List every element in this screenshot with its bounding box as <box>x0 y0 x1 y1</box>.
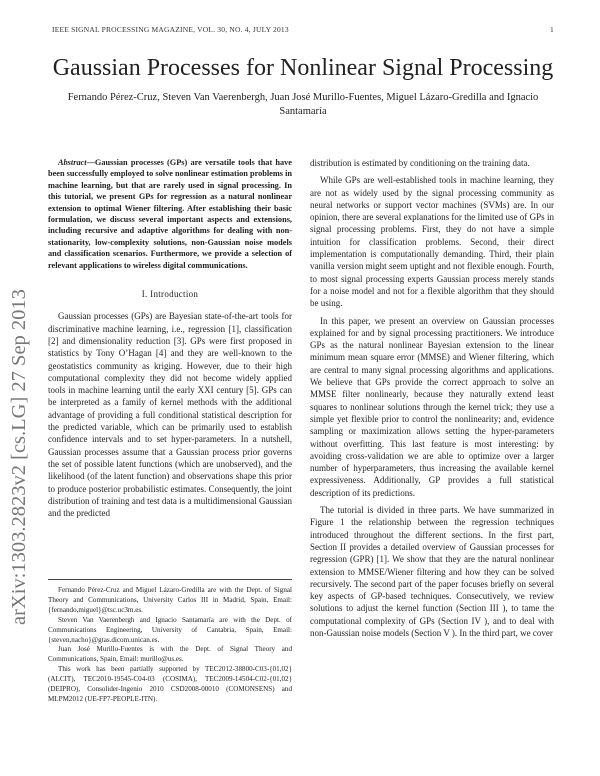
author-list: Fernando Pérez-Cruz, Steven Van Vaerenbergh, Juan José Murillo-Fuentes, Miguel Lázaro-Gredilla and Ignacio Santamaría <box>67 92 539 117</box>
page-number: 1 <box>550 25 554 34</box>
intro-paragraph: Gaussian processes (GPs) are Bayesian state-of-the-art tools for discriminative machine learning, i.e., regression [1], classification [2] and dimensionality reduction [3]. GPs were first proposed in statistics by Tony O’Hagan [4] and they are well-known to the geostatistics community as kriging. However, due to their high computational complexity they did not become widely applied tools in machine learning until the early XXI century [5]. GPs can be interpreted as a family of kernel methods with the additional advantage of providing a full conditional statistical description for the predicted variable, which can be primarily used to establish confidence intervals and to set hyper-parameters. In a nutshell, Gaussian processes assume that a Gaussian process prior governs the set of possible latent functions (which are unobserved), and the likelihood (of the latent function) and observations shape this prior to produce posterior probabilistic estimates. Consequently, the joint distribution of training and test data is a multidimensional Gaussian and the predicted <box>48 311 292 519</box>
right-paragraph-structure: The tutorial is divided in three parts. We have summarized in Figure 1 the relationship between the regression techniques introduced throughout the different sections. In the first part, Section II provides a detailed overview of Gaussian processes for regression (GPR) [1]. We show that they are the natural nonlinear extension to MMSE/Wiener filtering and how they can be solved recursively. The second part of the paper focuses briefly on several key aspects of GP-based techniques. Consecutively, we review solutions to adjust the kernel function (Section III ), to tame the computational complexity of GPs (Section IV ), and to deal with non-Gaussian noise models (Section V ). In the third part, we cover <box>310 505 554 638</box>
right-paragraph-overview: In this paper, we present an overview on Gaussian processes explained for and by signal processing practitioners. We introduce GPs as the natural nonlinear Bayesian extension to the linear minimum mean square error (MMSE) and Wiener filtering, which are central to many signal processing algorithms and applications. We believe that GPs provide the correct approach to solve an MMSE filter nonlinearly, because they naturally extend least squares to nonlinear solutions through the kernel trick; they use a simple yet flexible prior to control the nonlinearity; and, evidence sampling or maximization allows setting the hyper-parameters without overfitting. This last feature is most interesting: by avoiding cross-validation we are able to optimize over a larger number of hyperparameters, thus increasing the available kernel expressiveness. Additionally, GP provides a full statistical description of its predictions. <box>310 315 554 498</box>
journal-header: IEEE SIGNAL PROCESSING MAGAZINE, VOL. 30, NO. 4, JULY 2013 <box>52 25 289 34</box>
right-column <box>310 157 554 639</box>
abstract <box>48 157 292 271</box>
abstract-label: Abstract <box>58 158 87 167</box>
paper-title: Gaussian Processes for Nonlinear Signal Processing <box>52 55 554 81</box>
arxiv-stamp: arXiv:1303.2823v2 [cs.LG] 27 Sep 2013 <box>8 289 30 625</box>
right-paragraph-continuation: distribution is estimated by conditioning on the training data. <box>310 158 530 168</box>
footnote-funding: This work has been partially supported by TEC2012-38800-C03-{01,02} (ALCIT), TEC2010-19545-C04-03 (COSIMA), TEC2009-14504-C02-{01,02} (DEIPRO), Consolider-Ingenio 2010 CSD2008-00010 (COMONSENS) and MLPM2012 (UE-FP7-PEOPLE-ITN). <box>48 665 292 703</box>
running-header <box>52 25 554 34</box>
section-heading-introduction: I. Introduction <box>141 289 199 300</box>
footnote-affiliation-3: Juan José Murillo-Fuentes is with the Dept. of Signal Theory and Communications, Spain, Email: murillo@us.es. <box>48 645 292 664</box>
abstract-text: —Gaussian processes (GPs) are versatile tools that have been successfully employed to solve nonlinear estimation problems in machine learning, but that are rarely used in signal processing. In this tutorial, we present GPs for regression as a natural nonlinear extension to optimal Wiener filtering. After establishing their basic formulation, we discuss several important aspects and extensions, including recursive and adaptive algorithms for dealing with non-stationarity, low-complexity solutions, non-Gaussian noise models and classification scenarios. Furthermore, we provide a selection of relevant applications to wireless digital communications. <box>48 158 292 270</box>
footnote-affiliation-1: Fernando Pérez-Cruz and Miguel Lázaro-Gredilla are with the Dept. of Signal Theory and Communications, University Carlos III in Madrid, Spain, Email: {fernando,miguel}@tsc.uc3m.es. <box>48 586 292 614</box>
footnote-affiliation-2: Steven Van Vaerenbergh and Ignacio Santamaría are with the Dept. of Communications Engineering, University of Cantabria, Spain, Email: {steven,nacho}@gtas.dicom.unican.es. <box>48 615 292 644</box>
footnotes <box>48 579 292 705</box>
right-paragraph-motivation: While GPs are well-established tools in machine learning, they are not as widely used by the signal processing community as neural networks or support vector machines (SVMs) are. In our opinion, there are several explanations for the limited use of GPs in signal processing problems. First, they do not have a simple intuition for classification problems. Second, their direct implementation is computationally demanding. Third, their plain vanilla version might seem uptight and not flexible enough. Fourth, to most signal processing experts Gaussian process merely stands for a noise model and not for a flexible algorithm that they should be using. <box>310 175 554 309</box>
left-column <box>48 157 292 519</box>
